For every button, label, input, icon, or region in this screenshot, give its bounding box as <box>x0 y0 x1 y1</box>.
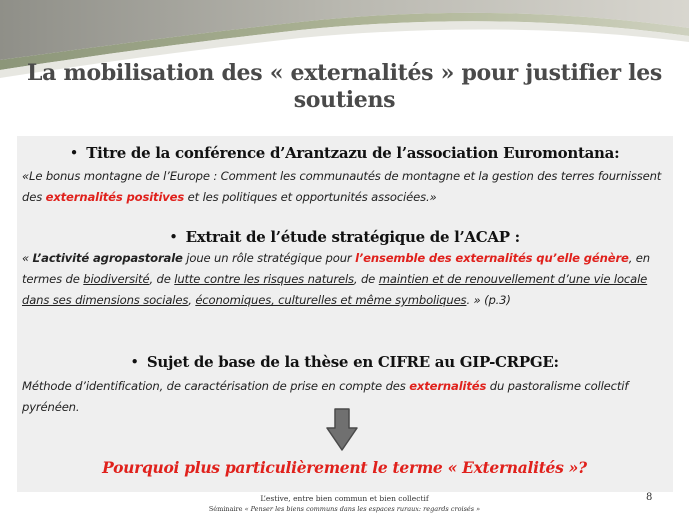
heading-text: Sujet de base de la thèse en CIFRE au GIP-CRPGE: <box>146 353 559 371</box>
key-question: Pourquoi plus particulièrement le terme « Externalités »? <box>102 458 587 477</box>
section-paragraph: « L’activité agropastorale joue un rôle stratégique pour l’ensemble des externalités qu’elle génère, en termes de biodiversité, de lutte contre les risques naturels, de maintien et de renouvellement d’une vie locale dans ses dimensions sociales, économiques, culturelles et même symboliques. » (p.3) <box>22 251 650 307</box>
highlight-text: l’ensemble des externalités qu’elle génère <box>355 251 629 265</box>
heading-text: Extrait de l’étude stratégique de l’ACAP : <box>185 228 520 246</box>
section-heading <box>22 352 667 372</box>
bullet-icon: • <box>169 228 178 246</box>
bullet-icon: • <box>130 353 139 371</box>
section-heading <box>22 143 667 163</box>
slide-title: La mobilisation des « externalités » pour justifier les soutiens <box>26 60 663 113</box>
section-heading <box>22 227 667 247</box>
section-paragraph: Méthode d’identification, de caractérisation de prise en compte des externalités du pastoralisme collectif pyrénéen. <box>22 379 629 414</box>
highlight-text: externalités <box>409 379 487 393</box>
section-acap <box>22 227 667 311</box>
section-euromontana <box>22 143 667 208</box>
footer-line-2: Séminaire « Penser les biens communs dans les espaces ruraux: regards croisés » <box>208 505 481 513</box>
footer-line-1: L’estive, entre bien commun et bien collectif <box>260 494 429 503</box>
bullet-icon: • <box>69 144 79 162</box>
highlight-text: externalités positives <box>45 190 185 204</box>
section-paragraph: «Le bonus montagne de l’Europe : Comment les communautés de montagne et la gestion des terres fournissent des externalités positives et les politiques et opportunités associées.» <box>22 169 662 204</box>
page-number: 8 <box>646 492 653 503</box>
heading-text: Titre de la conférence d’Arantzazu de l’association Euromontana: <box>86 144 620 162</box>
down-arrow-icon <box>326 408 358 452</box>
